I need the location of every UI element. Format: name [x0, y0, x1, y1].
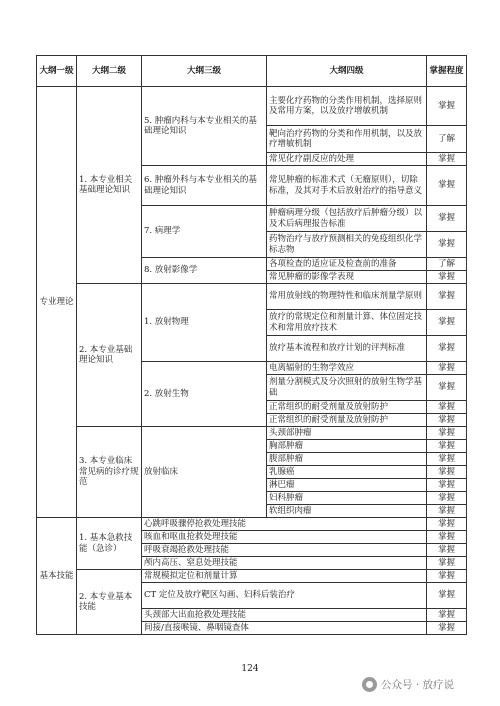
mastery-cell: 掌握: [427, 271, 467, 284]
level4-cell: 电离辐射的生物学效应: [267, 362, 427, 375]
level2-cell: 1. 本专业相关基础理论知识: [77, 87, 142, 284]
mastery-cell: 掌握: [427, 206, 467, 232]
level4-cell: 常见肿瘤的标准术式（无瘤原则），切除标准，及其对手术后放射治疗的指导意义: [267, 166, 427, 206]
table-row: [37, 570, 467, 583]
level4-cell: 正常组织的耐受剂量及放射防护: [267, 401, 427, 414]
level3-cell: 2. 放射生物: [142, 362, 267, 427]
mastery-cell: 掌握: [427, 622, 467, 635]
level4-cell: 妇科肿瘤: [267, 492, 427, 505]
level4-cell: 放疗基本流程和放疗计划的评判标准: [267, 336, 427, 362]
level4-cell: 各项检查的适应证及检查前的准备: [267, 258, 427, 271]
level4-cell: 乳腺癌: [267, 466, 427, 479]
level1-cell: 基本技能: [37, 518, 77, 635]
mastery-cell: 掌握: [427, 284, 467, 310]
level4-cell: 放疗的常规定位和剂量计算、体位固定技术和常用放疗技术: [267, 310, 427, 336]
mastery-cell: 掌握: [427, 466, 467, 479]
mastery-cell: 掌握: [427, 453, 467, 466]
mastery-cell: 掌握: [427, 518, 467, 531]
mastery-cell: 掌握: [427, 414, 467, 427]
table-row: [37, 518, 467, 531]
header-level3: 大纲三级: [142, 56, 267, 87]
level4-cell: 头颈部肿瘤: [267, 427, 427, 440]
header-mastery: 掌握程度: [427, 56, 467, 87]
level4-cell: 常用放射线的物理特性和临床剂量学原则: [267, 284, 427, 310]
level4-cell: 胸部肿瘤: [267, 440, 427, 453]
level3-cell: 8. 放射影像学: [142, 258, 267, 284]
mastery-cell: 掌握: [427, 492, 467, 505]
level3-cell: 5. 肿瘤内科与本专业相关的基础理论知识: [142, 87, 267, 166]
level4-cell: 颅内高压、窒息处理技能: [142, 557, 427, 570]
level4-cell: 呼吸衰竭抢救处理技能: [142, 544, 427, 557]
mastery-cell: 掌握: [427, 440, 467, 453]
mastery-cell: 掌握: [427, 153, 467, 166]
mastery-cell: 掌握: [427, 375, 467, 401]
level3-cell: 7. 病理学: [142, 206, 267, 258]
level4-cell: 腹部肿瘤: [267, 453, 427, 466]
level4-cell: 肿瘤病理分级（包括放疗后肿瘤分级）以及术后病理报告标准: [267, 206, 427, 232]
mastery-cell: 掌握: [427, 570, 467, 583]
level4-cell: 心跳呼吸骤停抢救处理技能: [142, 518, 427, 531]
watermark-text: 公众号 · 放疗说: [381, 679, 455, 691]
mastery-cell: 掌握: [427, 166, 467, 206]
header-row: [37, 56, 467, 87]
mastery-cell: 了解: [427, 126, 467, 153]
watermark: [362, 677, 454, 692]
level2-cell: 2. 本专业基本技能: [77, 570, 142, 635]
level4-cell: 常规模拟定位和剂量计算: [142, 570, 427, 583]
mastery-cell: 掌握: [427, 427, 467, 440]
level4-cell: 常见肿瘤的影像学表现: [267, 271, 427, 284]
level2-cell: 3. 本专业临床常见病的诊疗规范: [77, 427, 142, 518]
level3-cell: 1. 放射物理: [142, 284, 267, 362]
level4-cell: 靶向治疗药物的分类和作用机制，以及放疗增敏机制: [267, 126, 427, 153]
level4-cell: 咳血和呕血抢救处理技能: [142, 531, 427, 544]
mastery-cell: 掌握: [427, 87, 467, 126]
mastery-cell: 掌握: [427, 336, 467, 362]
level4-cell: 药物治疗与放疗预测相关的免疫组织化学标志物: [267, 232, 427, 258]
level4-cell: 头颈部大出血抢救处理技能: [142, 609, 427, 622]
level1-cell: 专业理论: [37, 87, 77, 518]
level4-cell: 淋巴瘤: [267, 479, 427, 492]
level4-cell: 常见化疗副反应的处理: [267, 153, 427, 166]
mastery-cell: 掌握: [427, 505, 467, 518]
mastery-cell: 掌握: [427, 531, 467, 544]
header-level4: 大纲四级: [267, 56, 427, 87]
mastery-cell: 了解: [427, 258, 467, 271]
level4-cell: 间接/直接喉镜、鼻咽镜查体: [142, 622, 427, 635]
level3-cell: 放射临床: [142, 427, 267, 518]
table-row: [37, 87, 467, 126]
level3-cell: 6. 肿瘤外科与本专业相关的基础理论知识: [142, 166, 267, 206]
mastery-cell: 掌握: [427, 557, 467, 570]
header-level1: 大纲一级: [37, 56, 77, 87]
level4-cell: 剂量分割模式及分次照射的放射生物学基础: [267, 375, 427, 401]
mastery-cell: 掌握: [427, 583, 467, 609]
level4-cell: CT 定位及放疗靶区勾画、妇科后装治疗: [142, 583, 427, 609]
level4-cell: 正常组织的耐受剂量及放射防护: [267, 414, 427, 427]
mastery-cell: 掌握: [427, 232, 467, 258]
table-row: [37, 284, 467, 310]
header-level2: 大纲二级: [77, 56, 142, 87]
level2-cell: 2. 本专业基础理论知识: [77, 284, 142, 427]
mastery-cell: 掌握: [427, 544, 467, 557]
wechat-official-account-icon: [362, 677, 377, 692]
level2-cell: 1. 基本急救技能（急诊）: [77, 518, 142, 570]
level4-cell: 软组织肉瘤: [267, 505, 427, 518]
page-number: 124: [241, 664, 259, 674]
mastery-cell: 掌握: [427, 362, 467, 375]
outline-table: [36, 55, 467, 635]
mastery-cell: 掌握: [427, 310, 467, 336]
mastery-cell: 掌握: [427, 609, 467, 622]
level4-cell: 主要化疗药物的分类作用机制，选择原则及常用方案，以及放疗增敏机制: [267, 87, 427, 126]
mastery-cell: 掌握: [427, 479, 467, 492]
mastery-cell: 掌握: [427, 401, 467, 414]
table-row: [37, 427, 467, 440]
